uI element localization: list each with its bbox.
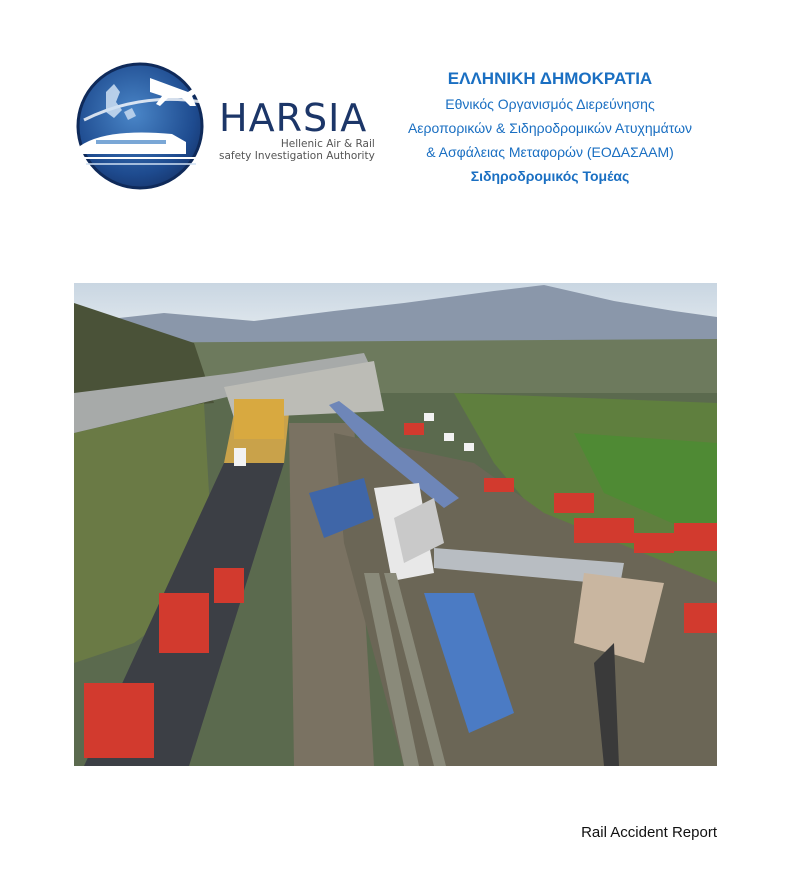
header-line2: Εθνικός Οργανισμός Διερεύνησης bbox=[445, 96, 655, 112]
report-label: Rail Accident Report bbox=[581, 824, 717, 841]
logo-wordmark bbox=[219, 98, 387, 162]
logo-name: HARSIA bbox=[219, 96, 368, 140]
accident-aerial-photo bbox=[74, 283, 717, 766]
authority-header bbox=[385, 66, 715, 188]
logo-subtitle-line2: safety Investigation Authority bbox=[219, 150, 375, 162]
header-line4: & Ασφάλειας Μεταφορών (ΕΟΔΑΣΑΑΜ) bbox=[426, 144, 674, 160]
harsia-logo bbox=[74, 60, 394, 200]
logo-subtitle-line1: Hellenic Air & Rail bbox=[280, 138, 375, 150]
header-line3: Αεροπορικών & Σιδηροδρομικών Ατυχημάτων bbox=[407, 120, 693, 136]
header-line1: ΕΛΛΗΝΙΚΗ ΔΗΜΟΚΡΑΤΙΑ bbox=[447, 69, 653, 88]
harsia-emblem bbox=[76, 62, 204, 190]
header-line5: Σιδηροδρομικός Τομέας bbox=[470, 168, 630, 184]
